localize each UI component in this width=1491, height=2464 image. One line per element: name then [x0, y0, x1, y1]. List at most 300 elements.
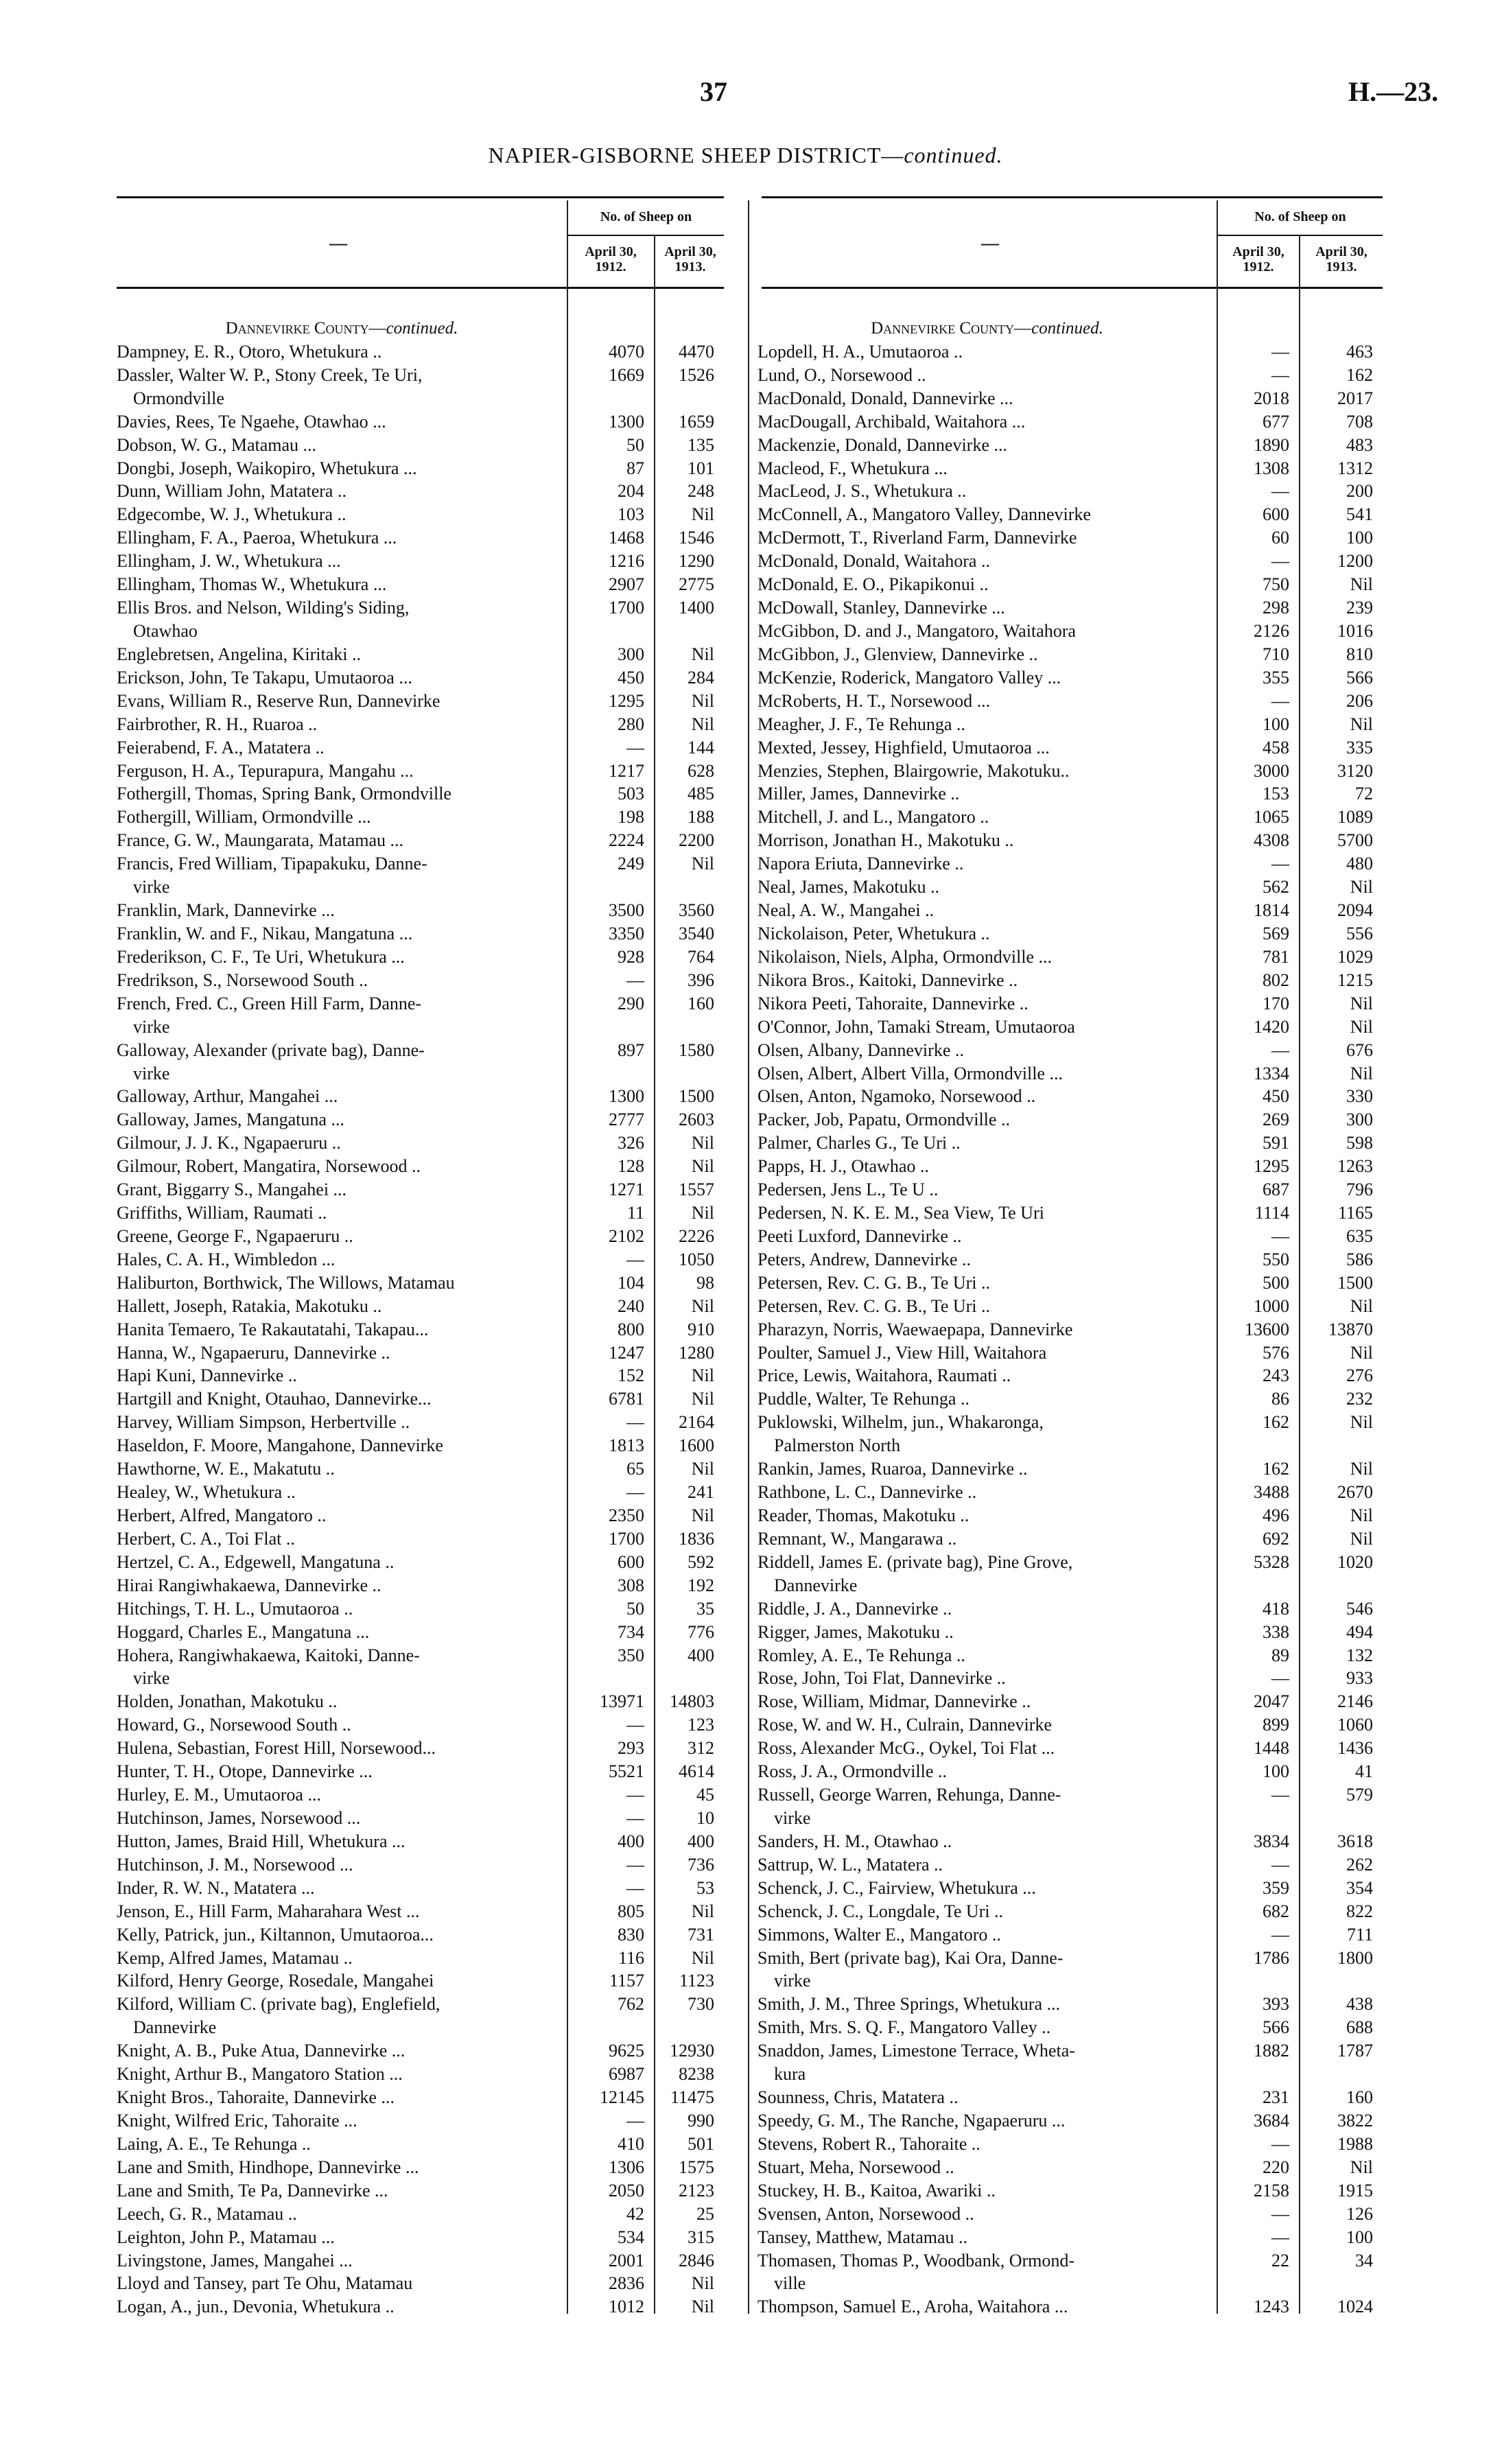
sheep-1912: — [626, 2110, 644, 2131]
sheep-1912: 50 [626, 1598, 644, 1619]
sheep-1913: 796 [1346, 1180, 1373, 1200]
table-row [758, 713, 1383, 736]
owner-name: Grant, Biggarry S., Mangahei ... [117, 1180, 347, 1200]
owner-name: Rose, John, Toi Flat, Dannevirke .. [758, 1668, 1006, 1689]
sheep-1912: 450 [1263, 1086, 1289, 1107]
owner-name: Kilford, William C. (private bag), Englefield, [117, 1994, 441, 2015]
owner-name: Pharazyn, Norris, Waewaepapa, Dannevirke [758, 1319, 1073, 1339]
row-continuation-line [758, 1574, 1383, 1597]
header-group: No. of Sheep on [600, 209, 692, 224]
table-row [758, 1225, 1383, 1248]
sheep-1912: — [1271, 1854, 1289, 1875]
table-row [117, 2179, 724, 2203]
row-line [758, 1108, 1383, 1131]
sheep-1912: 3500 [609, 900, 644, 921]
row-continuation-line [117, 1667, 724, 1690]
sheep-1913: 1500 [679, 1086, 714, 1107]
row-line [758, 1597, 1383, 1621]
sheep-1913: 192 [688, 1575, 714, 1595]
owner-name: Price, Lewis, Waitahora, Raumati .. [758, 1365, 1011, 1386]
table-row [758, 806, 1383, 829]
owner-name: Smith, Bert (private bag), Kai Ora, Danne- [758, 1947, 1064, 1968]
row-line [117, 946, 724, 969]
table-row [117, 1644, 724, 1691]
sheep-1912: 3834 [1254, 1831, 1289, 1851]
table-row [758, 1248, 1383, 1271]
sheep-1912: 450 [618, 667, 644, 688]
table-row [758, 736, 1383, 760]
sheep-1913: 1526 [679, 364, 714, 385]
row-line [117, 596, 724, 620]
sheep-1913: 711 [1346, 1924, 1373, 1945]
owner-name: MacDonald, Donald, Dannevirke ... [758, 388, 1013, 408]
owner-name: Pedersen, N. K. E. M., Sea View, Te Uri [758, 1203, 1044, 1223]
sheep-1912: — [1271, 690, 1289, 711]
owner-name: Howard, G., Norsewood South .. [117, 1715, 351, 1735]
row-line [758, 690, 1383, 713]
owner-name: Rigger, James, Makotuku .. [758, 1621, 954, 1642]
table-row [117, 1457, 724, 1481]
sheep-1912: 928 [618, 946, 644, 967]
row-line [758, 1760, 1383, 1783]
sheep-1912: 1813 [609, 1435, 644, 1456]
sheep-1913: 239 [1346, 598, 1373, 618]
table-row [758, 1644, 1383, 1667]
sheep-1913: 335 [1346, 737, 1373, 758]
owner-name: Macleod, F., Whetukura ... [758, 458, 948, 478]
table-row [117, 2249, 724, 2273]
sheep-1913: 400 [688, 1831, 714, 1851]
sheep-1912: — [626, 1412, 644, 1433]
row-line [758, 1155, 1383, 1178]
sheep-1912: 100 [1263, 714, 1289, 734]
table-row [117, 2086, 724, 2109]
sheep-1913: Nil [691, 690, 714, 711]
sheep-1913: 541 [1346, 504, 1373, 525]
sheep-1912: 231 [1263, 2087, 1289, 2108]
sheep-1913: 72 [1355, 784, 1373, 804]
row-line [758, 922, 1383, 946]
row-line [758, 1667, 1383, 1690]
sheep-1912: — [1271, 2203, 1289, 2224]
sheep-1913: 3822 [1337, 2110, 1373, 2131]
sheep-1913: 2200 [679, 830, 714, 851]
row-line [758, 806, 1383, 829]
owner-name: Svensen, Anton, Norsewood .. [758, 2203, 974, 2224]
table-row [758, 2249, 1383, 2296]
owner-name: Tansey, Matthew, Matamau .. [758, 2227, 967, 2247]
table-row [758, 666, 1383, 690]
row-line [117, 364, 724, 387]
sheep-1913: 144 [688, 737, 714, 758]
owner-name: Olsen, Albert, Albert Villa, Ormondville ... [758, 1063, 1063, 1083]
row-line [758, 899, 1383, 922]
table-row [758, 1341, 1383, 1365]
sheep-1912: 60 [1271, 528, 1289, 548]
sheep-1913: 776 [688, 1621, 714, 1642]
header-group: No. of Sheep on [1254, 209, 1346, 224]
row-line [117, 1853, 724, 1877]
table-row [758, 1016, 1383, 1039]
sheep-1912: 1300 [609, 411, 644, 432]
owner-name-continuation: Otawhao [133, 620, 198, 641]
owner-name: Fothergill, Thomas, Spring Bank, Ormondville [117, 784, 451, 804]
row-line [758, 1644, 1383, 1667]
sheep-1912: 458 [1263, 737, 1289, 758]
owner-name: Gilmour, Robert, Mangatira, Norsewood .. [117, 1156, 421, 1177]
owner-name: Dobson, W. G., Matamau ... [117, 434, 317, 455]
owner-name: Hulena, Sebastian, Forest Hill, Norsewood... [117, 1738, 436, 1759]
sheep-1912: 350 [618, 1645, 644, 1665]
table-row [117, 1760, 724, 1783]
owner-name: Kemp, Alfred James, Matamau .. [117, 1947, 353, 1968]
sheep-1913: 1165 [1337, 1203, 1373, 1223]
row-line [117, 1085, 724, 1108]
sheep-1912: — [626, 1482, 644, 1503]
table-row [758, 2226, 1383, 2249]
owner-name: Hartgill and Knight, Otauhao, Dannevirke... [117, 1389, 432, 1409]
sheep-1912: 103 [618, 504, 644, 525]
row-line [758, 1830, 1383, 1853]
table-row [117, 2156, 724, 2179]
table-row [758, 410, 1383, 434]
table-row [758, 1387, 1383, 1411]
table-row [117, 1364, 724, 1387]
owner-name: Smith, J. M., Three Springs, Whetukura ... [758, 1994, 1061, 2015]
owner-name: Herbert, C. A., Toi Flat .. [117, 1528, 295, 1549]
table-row [758, 1131, 1383, 1155]
table-row [758, 1295, 1383, 1318]
owner-name: Gilmour, J. J. K., Ngapaeruru .. [117, 1133, 341, 1153]
sheep-1913: 400 [688, 1645, 714, 1665]
table-row [758, 1178, 1383, 1201]
sheep-1913: 12930 [670, 2041, 714, 2061]
sheep-1912: 1308 [1254, 458, 1289, 478]
owner-name: Inder, R. W. N., Matatera ... [117, 1877, 315, 1898]
row-line [117, 1690, 724, 1713]
sheep-1913: 1050 [679, 1249, 714, 1269]
sheep-1913: 1988 [1337, 2133, 1373, 2154]
row-line [117, 736, 724, 760]
sheep-1912: 308 [618, 1575, 644, 1595]
table-row [758, 2295, 1383, 2319]
row-line [758, 387, 1383, 410]
owner-name-continuation: virke [774, 1971, 811, 1991]
table-row [758, 2203, 1383, 2226]
row-line [758, 1411, 1383, 1434]
owner-name: Speedy, G. M., The Ranche, Ngapaeruru ... [758, 2110, 1066, 2131]
row-line [758, 410, 1383, 434]
sheep-1912: 802 [1263, 970, 1289, 990]
row-line [117, 503, 724, 526]
row-line [758, 1062, 1383, 1086]
sheep-1913: 248 [688, 481, 714, 502]
table-row [117, 2063, 724, 2086]
table-row [117, 690, 724, 713]
owner-name-continuation: kura [774, 2064, 806, 2085]
table-row [117, 1807, 724, 1830]
sheep-1913: 592 [688, 1551, 714, 1572]
table-row [117, 1923, 724, 1947]
owner-name: Hales, C. A. H., Wimbledon ... [117, 1249, 336, 1269]
sheep-1913: 200 [1346, 481, 1373, 502]
table-row [758, 2109, 1383, 2133]
row-line [117, 2086, 724, 2109]
sheep-1913: Nil [691, 1901, 714, 1921]
table-row [117, 666, 724, 690]
sheep-1913: Nil [691, 504, 714, 525]
sheep-1913: 483 [1346, 434, 1373, 455]
sheep-1912: 1157 [609, 1971, 644, 1991]
table-row [117, 1621, 724, 1644]
row-line [117, 992, 724, 1016]
sheep-1913: 1400 [679, 598, 714, 618]
row-line [758, 364, 1383, 387]
sheep-1912: 2126 [1254, 620, 1289, 641]
sheep-1913: Nil [1350, 1063, 1373, 1083]
owner-name: Harvey, William Simpson, Herbertville .. [117, 1412, 410, 1433]
sheep-1912: — [1271, 2227, 1289, 2247]
owner-name: O'Connor, John, Tamaki Stream, Umutaoroa [758, 1016, 1075, 1037]
table-row [117, 643, 724, 666]
owner-name: Edgecombe, W. J., Whetukura .. [117, 504, 347, 525]
table-row [758, 1551, 1383, 1597]
table-row [117, 364, 724, 410]
sheep-1913: 160 [688, 993, 714, 1013]
sheep-1913: 910 [688, 1319, 714, 1339]
owner-name: Palmer, Charles G., Te Uri .. [758, 1133, 961, 1153]
row-line [117, 1387, 724, 1411]
row-line [758, 1178, 1383, 1201]
sheep-1912: 569 [1263, 923, 1289, 943]
table-row [117, 1551, 724, 1574]
sheep-1912: 1217 [609, 760, 644, 781]
table-row [117, 480, 724, 503]
row-line [758, 1853, 1383, 1877]
sheep-1912: 710 [1263, 644, 1289, 664]
row-line [758, 1131, 1383, 1155]
table-row [758, 782, 1383, 806]
sheep-1913: 262 [1346, 1854, 1373, 1875]
sheep-1912: 1243 [1254, 2297, 1289, 2317]
table-row [758, 2179, 1383, 2203]
sheep-1912: 687 [1263, 1180, 1289, 1200]
row-line [117, 760, 724, 783]
sheep-1913: 2017 [1337, 388, 1373, 408]
sheep-1912: 42 [626, 2203, 644, 2224]
table-row [117, 829, 724, 852]
sheep-1913: 126 [1346, 2203, 1373, 2224]
row-line [117, 1364, 724, 1387]
sheep-1912: 550 [1263, 1249, 1289, 1269]
owner-name: McKenzie, Roderick, Mangatoro Valley ... [758, 667, 1061, 688]
sheep-1913: 5700 [1337, 830, 1373, 851]
sheep-1912: 600 [618, 1551, 644, 1572]
owner-name: Knight Bros., Tahoraite, Dannevirke ... [117, 2087, 395, 2108]
sheep-1913: 1787 [1337, 2041, 1373, 2061]
row-line [117, 1131, 724, 1155]
sheep-1912: 162 [1263, 1459, 1289, 1479]
row-line [117, 1341, 724, 1365]
row-line [117, 1574, 724, 1597]
sheep-1912: 1271 [609, 1180, 644, 1200]
row-line [117, 1923, 724, 1947]
sheep-1913: 688 [1346, 2017, 1373, 2038]
sheep-1912: 503 [618, 784, 644, 804]
table-row [117, 713, 724, 736]
sheep-1912: 87 [626, 458, 644, 478]
owner-name: Knight, Arthur B., Mangatoro Station ... [117, 2064, 403, 2085]
owner-name: Petersen, Rev. C. G. B., Te Uri .. [758, 1272, 991, 1293]
row-continuation-line [117, 876, 724, 899]
sheep-1913: 135 [688, 434, 714, 455]
table-row [117, 550, 724, 573]
sheep-1912: 1786 [1254, 1947, 1289, 1968]
table-row [758, 1318, 1383, 1341]
owner-name: Francis, Fred William, Tipapakuku, Danne- [117, 854, 427, 874]
sheep-1912: — [1271, 551, 1289, 572]
row-line [758, 760, 1383, 783]
sheep-1913: 1024 [1337, 2297, 1373, 2317]
owner-name: McGibbon, J., Glenview, Dannevirke .. [758, 644, 1038, 664]
sheep-1912: 2050 [609, 2180, 644, 2201]
row-line [117, 1434, 724, 1457]
row-line [117, 1993, 724, 2016]
row-line [758, 1690, 1383, 1713]
row-continuation-line [758, 1807, 1383, 1830]
row-continuation-line [117, 1016, 724, 1039]
owner-name: Hanita Temaero, Te Rakautatahi, Takapau... [117, 1319, 429, 1339]
sheep-1913: 1215 [1337, 970, 1373, 990]
row-line [117, 1295, 724, 1318]
owner-name-continuation: virke [133, 1063, 170, 1083]
sheep-1913: 1580 [679, 1040, 714, 1060]
sheep-1912: 100 [1263, 1761, 1289, 1782]
row-line [758, 1271, 1383, 1295]
table-row [117, 1248, 724, 1271]
sheep-1912: 12145 [600, 2087, 644, 2108]
owner-name: Hutchinson, James, Norsewood ... [117, 1808, 361, 1828]
sheep-1913: 123 [688, 1715, 714, 1735]
owner-name: Reader, Thomas, Makotuku .. [758, 1505, 970, 1526]
sheep-1912: — [626, 1785, 644, 1805]
sheep-1913: 13870 [1328, 1319, 1373, 1339]
sheep-1913: 730 [688, 1994, 714, 2015]
sheep-1913: 41 [1355, 1761, 1373, 1782]
owner-name: Hitchings, T. H. L., Umutaoroa .. [117, 1598, 353, 1619]
sheep-1912: 1882 [1254, 2041, 1289, 2061]
row-line [758, 1993, 1383, 2016]
owner-name: Riddell, James E. (private bag), Pine Grove, [758, 1551, 1073, 1572]
divider [762, 287, 1383, 289]
row-line [117, 713, 724, 736]
owner-name: Evans, William R., Reserve Run, Dannevirke [117, 690, 441, 711]
sheep-1913: 4470 [679, 341, 714, 362]
table-row [758, 340, 1383, 364]
sheep-1913: Nil [691, 1365, 714, 1386]
row-line [758, 876, 1383, 899]
sheep-1913: 98 [696, 1272, 714, 1293]
divider [117, 196, 724, 198]
owner-name: Franklin, W. and F., Nikau, Mangatuna ... [117, 923, 413, 943]
sheep-1913: 396 [688, 970, 714, 990]
sheep-1913: 8238 [679, 2064, 714, 2085]
owner-name: Neal, James, Makotuku .. [758, 877, 940, 897]
sheep-1913: 1123 [679, 1971, 714, 1991]
row-line [758, 596, 1383, 620]
row-line [117, 2203, 724, 2226]
table-row [117, 1155, 724, 1178]
owner-name: Lloyd and Tansey, part Te Ohu, Matamau [117, 2273, 413, 2294]
row-line [117, 1807, 724, 1830]
owner-name: Feierabend, F. A., Matatera .. [117, 737, 325, 758]
row-line [117, 340, 724, 364]
sheep-1912: 1334 [1254, 1063, 1289, 1083]
sheep-1913: 635 [1346, 1225, 1373, 1246]
owner-name: Davies, Rees, Te Ngaehe, Otawhao ... [117, 411, 386, 432]
owner-name: Meagher, J. F., Te Rehunga .. [758, 714, 965, 734]
sheep-1912: 5521 [609, 1761, 644, 1782]
table-row [117, 1597, 724, 1621]
owner-name: Livingstone, James, Mangahei ... [117, 2250, 353, 2271]
sheep-1912: 496 [1263, 1505, 1289, 1526]
table-row [117, 1039, 724, 1086]
table-row [758, 969, 1383, 992]
table-row [758, 1527, 1383, 1551]
row-continuation-line [117, 387, 724, 410]
sheep-1912: 3350 [609, 923, 644, 943]
sheep-1912: 1420 [1254, 1016, 1289, 1037]
owner-name: Nikora Bros., Kaitoki, Dannevirke .. [758, 970, 1018, 990]
sheep-1912: 300 [618, 644, 644, 664]
sheep-1913: 4614 [679, 1761, 714, 1782]
table-row [758, 387, 1383, 410]
row-line [758, 2249, 1383, 2273]
row-line [117, 1155, 724, 1178]
row-line [758, 969, 1383, 992]
owner-name: Herbert, Alfred, Mangatoro .. [117, 1505, 327, 1526]
owner-name: Griffiths, William, Raumati .. [117, 1203, 327, 1223]
sheep-1912: 128 [618, 1156, 644, 1177]
sheep-1912: 682 [1263, 1901, 1289, 1921]
sheep-1912: 280 [618, 714, 644, 734]
sheep-1912: 1216 [609, 551, 644, 572]
sheep-1913: 1089 [1337, 807, 1373, 828]
owner-name: Kilford, Henry George, Rosedale, Mangahei [117, 1971, 434, 1991]
sheep-1912: — [626, 1808, 644, 1828]
table-row [758, 946, 1383, 969]
sheep-1913: 300 [1346, 1110, 1373, 1130]
sheep-1913: 2094 [1337, 900, 1373, 921]
sheep-1913: 1020 [1337, 1551, 1373, 1572]
owner-name: Hawthorne, W. E., Makatutu .. [117, 1459, 335, 1479]
sheep-1912: 1700 [609, 598, 644, 618]
table-row [758, 1877, 1383, 1900]
owner-name: Greene, George F., Ngapaeruru .. [117, 1225, 353, 1246]
owner-name: Puddle, Walter, Te Rehunga .. [758, 1389, 970, 1409]
table-row [117, 1131, 724, 1155]
owner-name: Hunter, T. H., Otope, Dannevirke ... [117, 1761, 373, 1782]
table-row [758, 1621, 1383, 1644]
sheep-1913: Nil [691, 1389, 714, 1409]
sheep-1913: 598 [1346, 1133, 1373, 1153]
header-blank: — [329, 233, 347, 253]
owner-name: Laing, A. E., Te Rehunga .. [117, 2133, 311, 2154]
owner-name: Peters, Andrew, Dannevirke .. [758, 1249, 971, 1269]
sheep-1912: 393 [1263, 1994, 1289, 2015]
sheep-1912: 800 [618, 1319, 644, 1339]
sheep-1913: 810 [1346, 644, 1373, 664]
